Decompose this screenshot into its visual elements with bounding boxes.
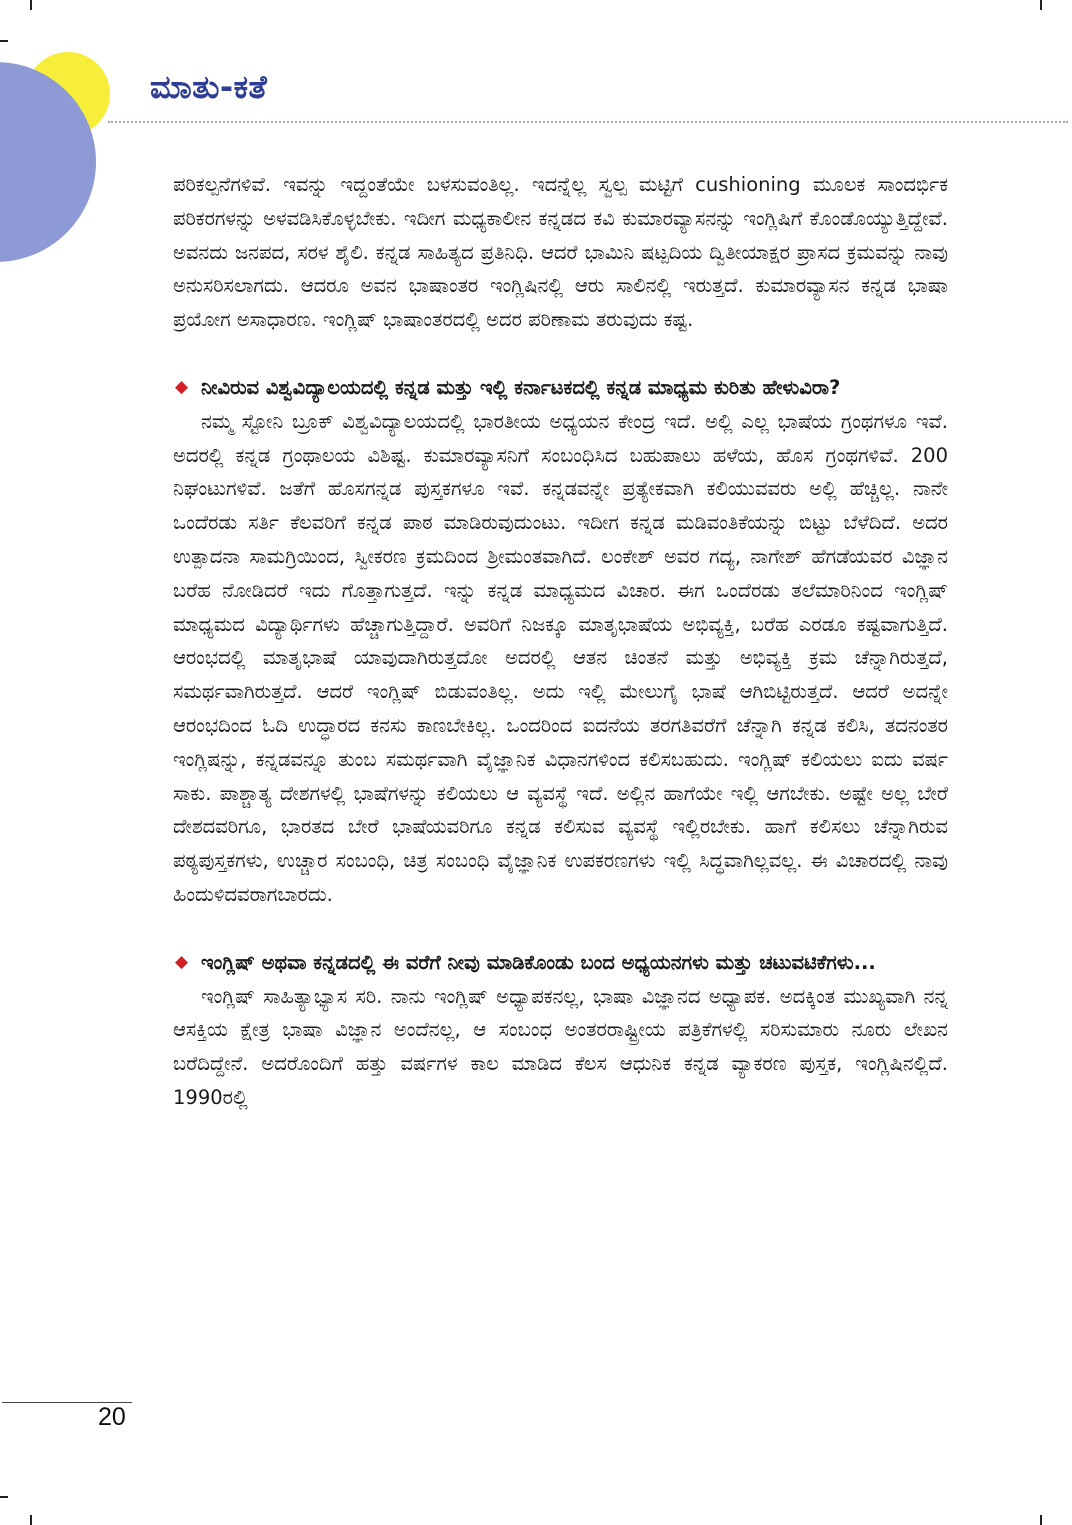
answer-paragraph: ಇಂಗ್ಲಿಷ್ ಸಾಹಿತ್ಯಾಭ್ಯಾಸ ಸರಿ. ನಾನು ಇಂಗ್ಲಿಷ್ ಅಧ್ಯಾಪಕನಲ್ಲ, ಭಾಷಾ ವಿಜ್ಞಾನದ ಅಧ್ಯಾಪಕ. ಅದಕ್ಕಿಂತ ಮುಖ್ಯವಾಗಿ ನನ್ನ ಆಸಕ್ತಿಯ ಕ್ಷೇತ್ರ ಭಾಷಾ ವಿಜ್ಞಾನ ಅಂದೆನಲ್ಲ, ಆ ಸಂಬಂಧ ಅಂತರರಾಷ್ಟ್ರೀಯ ಪತ್ರಿಕೆಗಳಲ್ಲಿ ಸರಿಸುಮಾರು ನೂರು ಲೇಖನ ಬರೆದಿದ್ದೇನೆ. ಅದರೊಂದಿಗೆ ಹತ್ತು ವರ್ಷಗಳ ಕಾಲ ಮಾಡಿದ ಕೆಲಸ ಆಧುನಿಕ ಕನ್ನಡ ವ್ಯಾಕರಣ ಪುಸ್ತಕ, ಇಂಗ್ಲಿಷಿನಲ್ಲಿದೆ. 1990ರಲ್ಲಿ: [173, 984, 948, 1109]
crop-mark: [30, 1515, 32, 1525]
page-number: 20: [98, 1403, 126, 1431]
interview-question: [173, 371, 948, 405]
crop-mark: [30, 0, 32, 10]
crop-mark: [0, 40, 8, 42]
running-title: ಮಾತು-ಕತೆ: [150, 68, 268, 106]
paragraph: ಪರಿಕಲ್ಪನೆಗಳಿವೆ. ಇವನ್ನು ಇದ್ದಂತೆಯೇ ಬಳಸುವಂತಿಲ್ಲ. ಇದನ್ನೆಲ್ಲ ಸ್ವಲ್ಪ ಮಟ್ಟಿಗೆ cushioning ಮೂಲಕ ಸಾಂದರ್ಭಿಕ ಪರಿಕರಗಳನ್ನು ಅಳವಡಿಸಿಕೊಳ್ಳಬೇಕು. ಇದೀಗ ಮಧ್ಯಕಾಲೀನ ಕನ್ನಡದ ಕವಿ ಕುಮಾರವ್ಯಾಸನನ್ನು ಇಂಗ್ಲಿಷಿಗೆ ಕೊಂಡೊಯ್ಯುತ್ತಿದ್ದೇವೆ. ಅವನದು ಜನಪದ, ಸರಳ ಶೈಲಿ. ಕನ್ನಡ ಸಾಹಿತ್ಯದ ಪ್ರತಿನಿಧಿ. ಆದರೆ ಭಾಮಿನಿ ಷಟ್ಪದಿಯ ದ್ವಿತೀಯಾಕ್ಷರ ಪ್ರಾಸದ ಕ್ರಮವನ್ನು ನಾವು ಅನುಸರಿಸಲಾಗದು. ಆದರೂ ಅವನ ಭಾಷಾಂತರ ಇಂಗ್ಲಿಷಿನಲ್ಲಿ ಆರು ಸಾಲಿನಲ್ಲಿ ಇರುತ್ತದೆ. ಕುಮಾರವ್ಯಾಸನ ಕನ್ನಡ ಭಾಷಾ ಪ್ರಯೋಗ ಅಸಾಧಾರಣ. ಇಂಗ್ಲಿಷ್ ಭಾಷಾಂತರದಲ್ಲಿ ಅದರ ಪರಿಣಾಮ ತರುವುದು ಕಷ್ಟ.: [173, 173, 948, 332]
header-divider: [108, 121, 1068, 123]
red-diamond-bullet-icon: ◆: [175, 951, 189, 972]
question-text: ಇಂಗ್ಲಿಷ್ ಅಥವಾ ಕನ್ನಡದಲ್ಲಿ ಈ ವರೆಗೆ ನೀವು ಮಾಡಿಕೊಂಡು ಬಂದ ಅಧ್ಯಯನಗಳು ಮತ್ತು ಚಟುವಟಿಕೆಗಳು...: [201, 950, 876, 974]
crop-mark: [0, 1496, 8, 1498]
crop-mark: [1040, 1515, 1042, 1525]
question-text: ನೀವಿರುವ ವಿಶ್ವವಿದ್ಯಾಲಯದಲ್ಲಿ ಕನ್ನಡ ಮತ್ತು ಇಲ್ಲಿ ಕರ್ನಾಟಕದಲ್ಲಿ ಕನ್ನಡ ಮಾಧ್ಯಮ ಕುರಿತು ಹೇಳುವಿರಾ?: [201, 375, 841, 399]
crop-mark: [1040, 0, 1042, 10]
answer-paragraph: ನಮ್ಮ ಸ್ಟೋನಿ ಬ್ರೂಕ್ ವಿಶ್ವವಿದ್ಯಾಲಯದಲ್ಲಿ ಭಾರತೀಯ ಅಧ್ಯಯನ ಕೇಂದ್ರ ಇದೆ. ಅಲ್ಲಿ ಎಲ್ಲ ಭಾಷೆಯ ಗ್ರಂಥಗಳೂ ಇವೆ. ಅದರಲ್ಲಿ ಕನ್ನಡ ಗ್ರಂಥಾಲಯ ವಿಶಿಷ್ಟ. ಕುಮಾರವ್ಯಾಸನಿಗೆ ಸಂಬಂಧಿಸಿದ ಬಹುಪಾಲು ಹಳೆಯ, ಹೊಸ ಗ್ರಂಥಗಳಿವೆ. 200 ನಿಘಂಟುಗಳಿವೆ. ಜತೆಗೆ ಹೊಸಗನ್ನಡ ಪುಸ್ತಕಗಳೂ ಇವೆ. ಕನ್ನಡವನ್ನೇ ಪ್ರತ್ಯೇಕವಾಗಿ ಕಲಿಯುವವರು ಅಲ್ಲಿ ಹೆಚ್ಚಿಲ್ಲ. ನಾನೇ ಒಂದೆರಡು ಸರ್ತಿ ಕೆಲವರಿಗೆ ಕನ್ನಡ ಪಾಠ ಮಾಡಿರುವುದುಂಟು. ಇದೀಗ ಕನ್ನಡ ಮಡಿವಂತಿಕೆಯನ್ನು ಬಿಟ್ಟು ಬೆಳೆದಿದೆ. ಅದರ ಉತ್ಪಾದನಾ ಸಾಮಗ್ರಿಯಿಂದ, ಸ್ವೀಕರಣ ಕ್ರಮದಿಂದ ಶ್ರೀಮಂತವಾಗಿದೆ. ಲಂಕೇಶ್ ಅವರ ಗದ್ಯ, ನಾಗೇಶ್ ಹೆಗಡೆಯವರ ವಿಜ್ಞಾನ ಬರೆಹ ನೋಡಿದರೆ ಇದು ಗೊತ್ತಾಗುತ್ತದೆ. ಇನ್ನು ಕನ್ನಡ ಮಾಧ್ಯಮದ ವಿಚಾರ. ಈಗ ಒಂದೆರಡು ತಲೆಮಾರಿನಿಂದ ಇಂಗ್ಲಿಷ್ ಮಾಧ್ಯಮದ ವಿದ್ಯಾರ್ಥಿಗಳು ಹೆಚ್ಚಾಗುತ್ತಿದ್ದಾರೆ. ಅವರಿಗೆ ನಿಜಕ್ಕೂ ಮಾತೃಭಾಷೆಯ ಅಭಿವ್ಯಕ್ತಿ, ಬರೆಹ ಎರಡೂ ಕಷ್ಟವಾಗುತ್ತಿದೆ. ಆರಂಭದಲ್ಲಿ ಮಾತೃಭಾಷೆ ಯಾವುದಾಗಿರುತ್ತದೋ ಅದರಲ್ಲಿ ಆತನ ಚಿಂತನೆ ಮತ್ತು ಅಭಿವ್ಯಕ್ತಿ ಕ್ರಮ ಚೆನ್ನಾಗಿರುತ್ತದೆ, ಸಮರ್ಥವಾಗಿರುತ್ತದೆ. ಆದರೆ ಇಂಗ್ಲಿಷ್ ಬಿಡುವಂತಿಲ್ಲ. ಅದು ಇಲ್ಲಿ ಮೇಲುಗೈ ಭಾಷೆ ಆಗಿಬಿಟ್ಟಿರುತ್ತದೆ. ಆದರೆ ಅದನ್ನೇ ಆರಂಭದಿಂದ ಓದಿ ಉದ್ಧಾರದ ಕನಸು ಕಾಣಬೇಕಿಲ್ಲ. ಒಂದರಿಂದ ಐದನೆಯ ತರಗತಿವರೆಗೆ ಚೆನ್ನಾಗಿ ಕನ್ನಡ ಕಲಿಸಿ, ತದನಂತರ ಇಂಗ್ಲಿಷನ್ನು, ಕನ್ನಡವನ್ನೂ ತುಂಬ ಸಮರ್ಥವಾಗಿ ವೈಜ್ಞಾನಿಕ ವಿಧಾನಗಳಿಂದ ಕಲಿಸಬಹುದು. ಇಂಗ್ಲಿಷ್ ಕಲಿಯಲು ಐದು ವರ್ಷ ಸಾಕು. ಪಾಶ್ಚಾತ್ಯ ದೇಶಗಳಲ್ಲಿ ಭಾಷೆಗಳನ್ನು ಕಲಿಯಲು ಆ ವ್ಯವಸ್ಥೆ ಇದೆ. ಅಲ್ಲಿನ ಹಾಗೆಯೇ ಇಲ್ಲಿ ಆಗಬೇಕು. ಅಷ್ಟೇ ಅಲ್ಲ ಬೇರೆ ದೇಶದವರಿಗೂ, ಭಾರತದ ಬೇರೆ ಭಾಷೆಯವರಿಗೂ ಕನ್ನಡ ಕಲಿಸುವ ವ್ಯವಸ್ಥೆ ಇಲ್ಲಿರಬೇಕು. ಹಾಗೆ ಕಲಿಸಲು ಚೆನ್ನಾಗಿರುವ ಪಠ್ಯಪುಸ್ತಕಗಳು, ಉಚ್ಚಾರ ಸಂಬಂಧಿ, ಚಿತ್ರ ಸಂಬಂಧಿ ವೈಜ್ಞಾನಿಕ ಉಪಕರಣಗಳು ಇಲ್ಲಿ ಸಿದ್ಧವಾಗಿಲ್ಲವಲ್ಲ. ಈ ವಿಚಾರದಲ್ಲಿ ನಾವು ಹಿಂದುಳಿದವರಾಗಬಾರದು.: [173, 409, 948, 906]
interview-question: [173, 946, 948, 980]
article-body: [173, 168, 948, 1115]
red-diamond-bullet-icon: ◆: [175, 376, 189, 397]
